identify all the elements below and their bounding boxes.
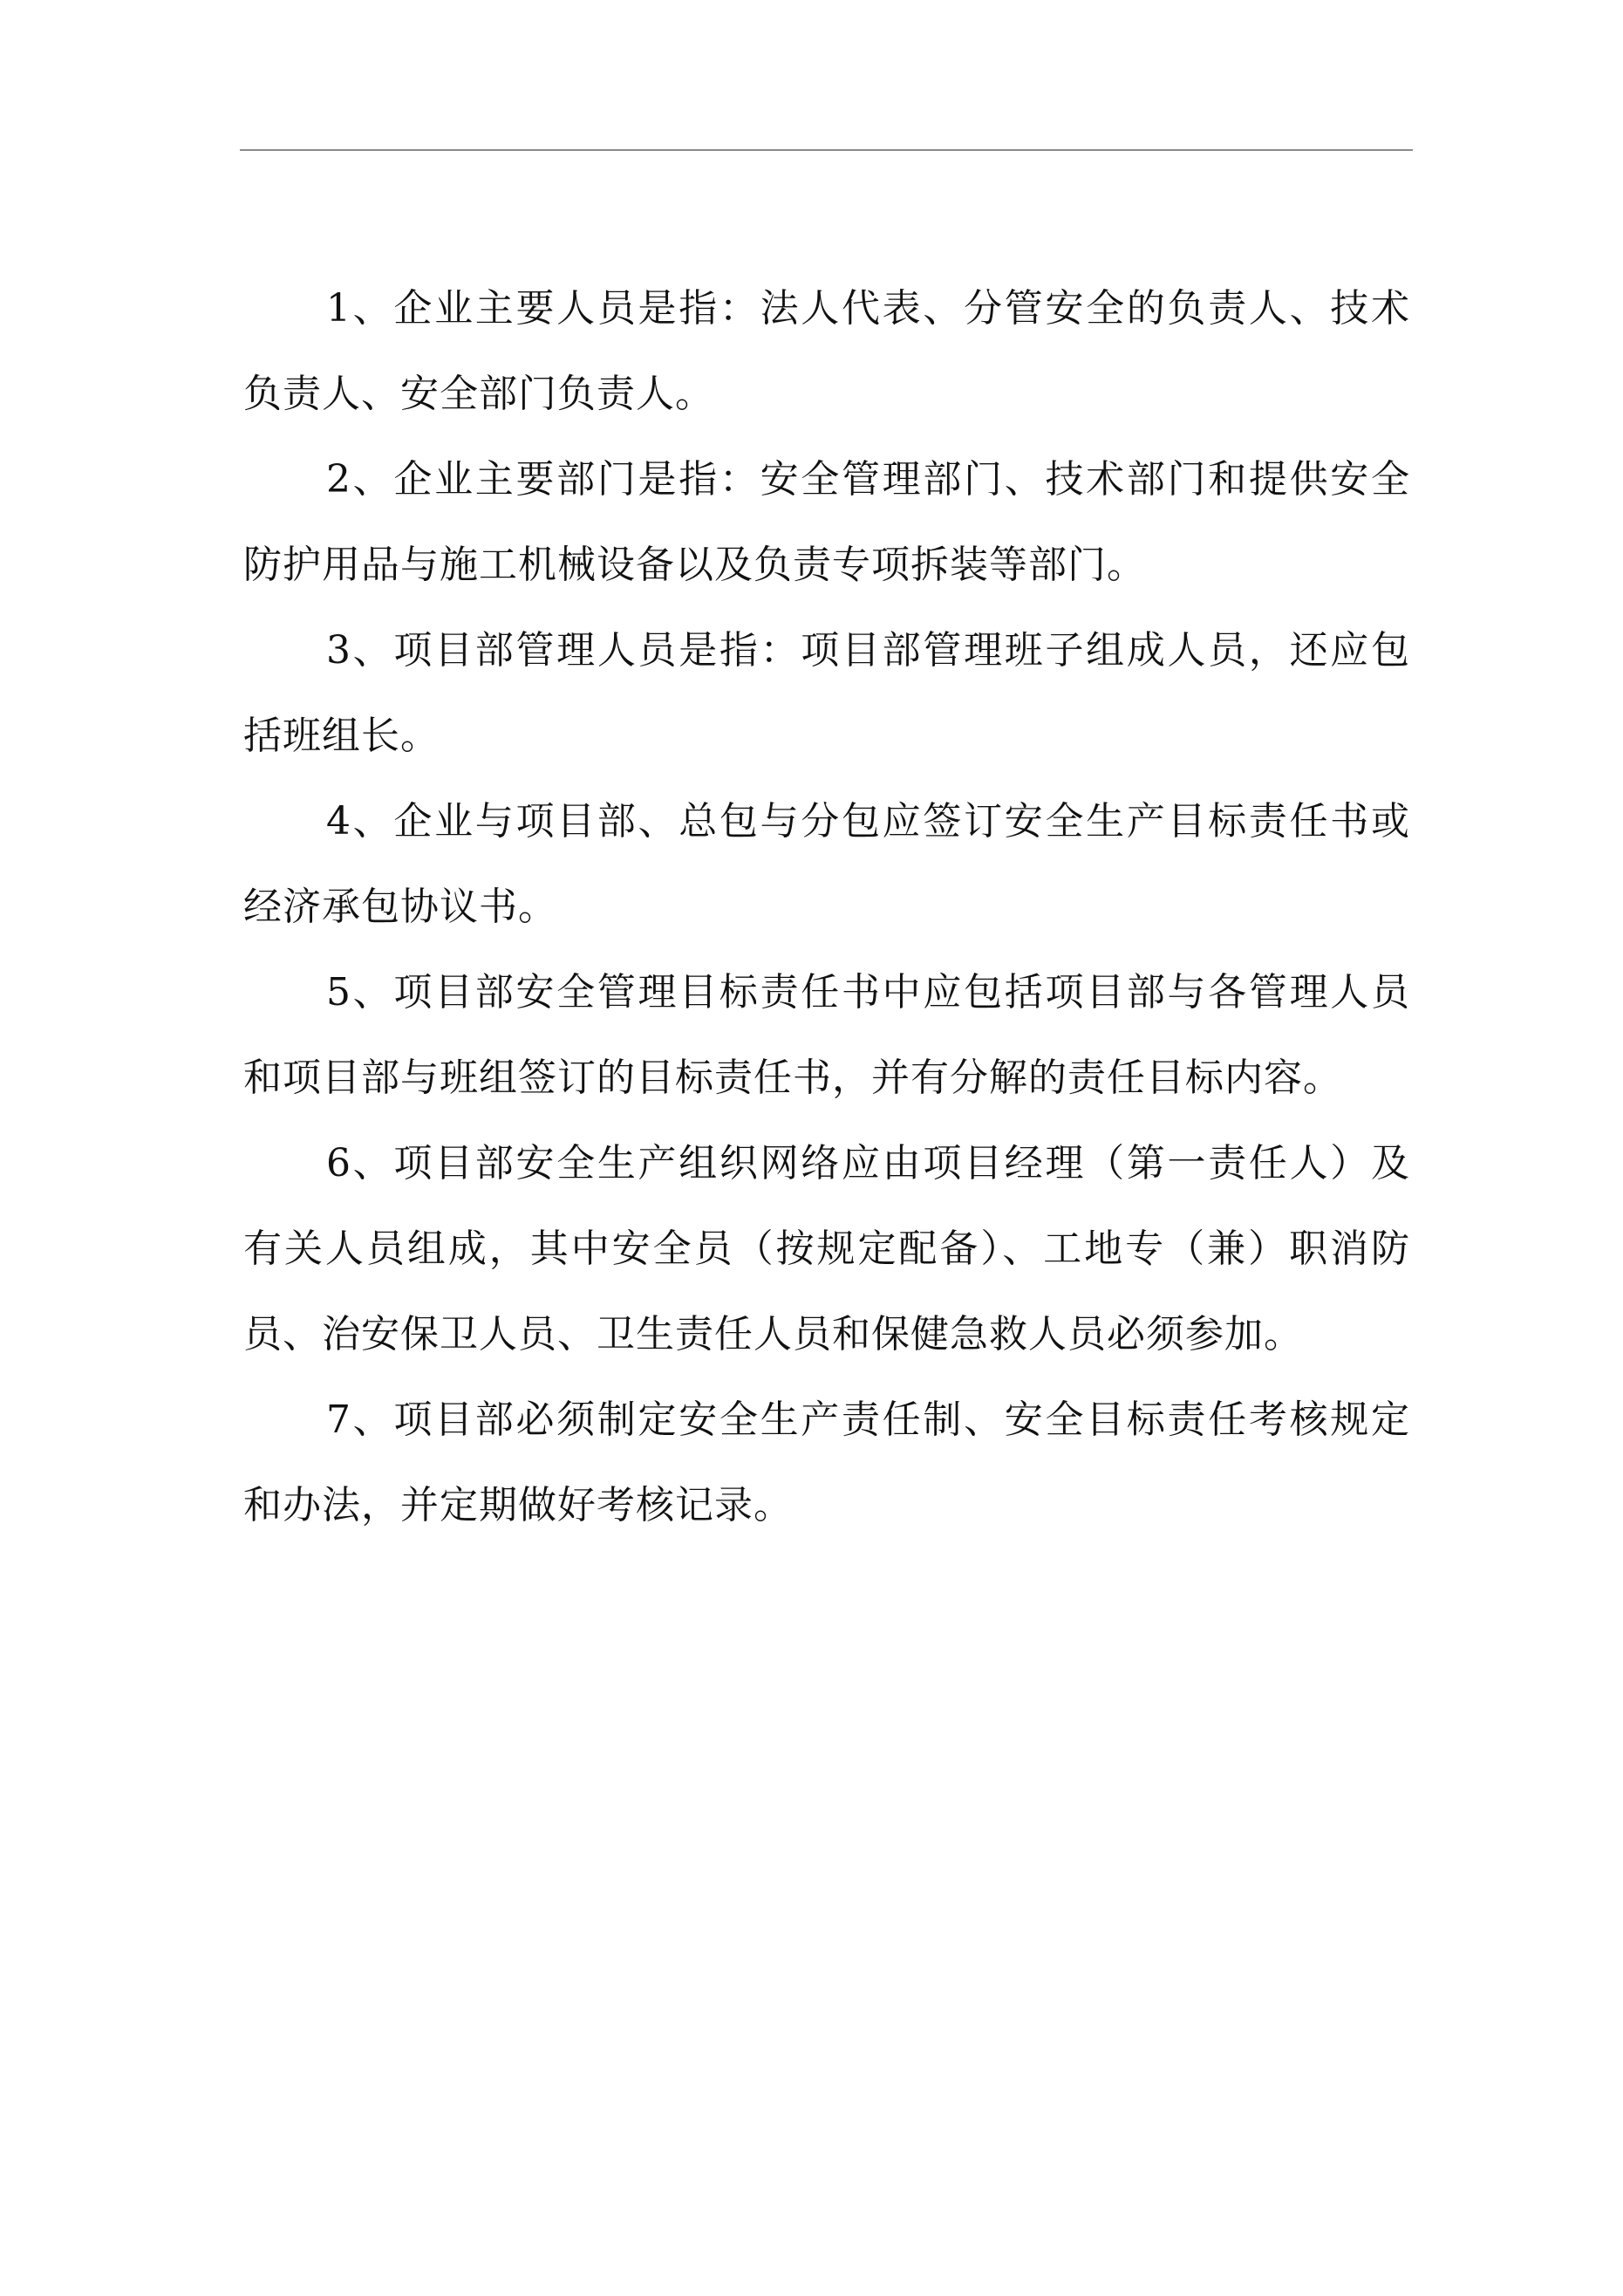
paragraph-1: 1、企业主要人员是指：法人代表、分管安全的负责人、技术负责人、安全部门负责人。 xyxy=(243,286,1410,416)
paragraph-3: 3、项目部管理人员是指：项目部管理班子组成人员，还应包括班组长。 xyxy=(243,628,1410,758)
paragraph-7: 7、项目部必须制定安全生产责任制、安全目标责任考核规定和办法，并定期做好考核记录。 xyxy=(243,1397,1410,1527)
paragraph-2: 2、企业主要部门是指：安全管理部门、技术部门和提供安全防护用品与施工机械设备以及负责专项拆装等部门。 xyxy=(243,457,1410,587)
paragraph-6: 6、项目部安全生产组织网络应由项目经理（第一责任人）及有关人员组成，其中安全员（按规定配备）、工地专（兼）职消防员、治安保卫人员、卫生责任人员和保健急救人员必须参加。 xyxy=(243,1141,1410,1356)
paragraph-5: 5、项目部安全管理目标责任书中应包括项目部与各管理人员和项目部与班组签订的目标责任书，并有分解的责任目标内容。 xyxy=(243,970,1410,1100)
header-rule xyxy=(240,149,1413,151)
paragraph-4: 4、企业与项目部、总包与分包应签订安全生产目标责任书或经济承包协议书。 xyxy=(243,799,1410,929)
document-body xyxy=(243,266,1410,1548)
